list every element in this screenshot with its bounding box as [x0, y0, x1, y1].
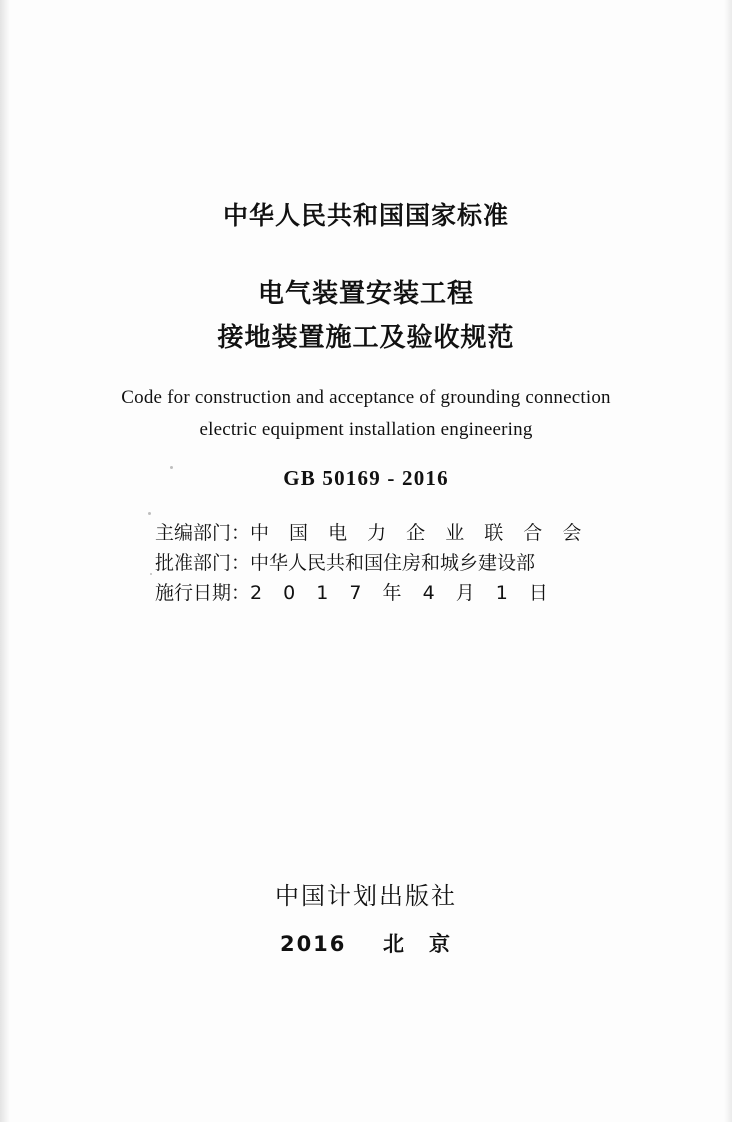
metadata-value: 中华人民共和国住房和城乡建设部: [250, 552, 536, 574]
document-title: [0, 272, 732, 360]
metadata-row-effective-date: [155, 578, 615, 608]
scan-speck: [148, 512, 151, 515]
metadata-label: 施行日期：: [155, 582, 251, 604]
metadata-value: 2 0 1 7 年 4 月 1 日: [250, 582, 556, 604]
metadata-row-chief-department: [155, 518, 615, 548]
standard-code: GB 50169 - 2016: [283, 466, 449, 490]
metadata-label: 批准部门：: [155, 552, 251, 574]
title-line-1: 电气装置安装工程: [257, 279, 474, 309]
metadata-value: 中 国 电 力 企 业 联 合 会: [250, 522, 589, 544]
metadata-label: 主编部门：: [155, 522, 251, 544]
scan-speck: [150, 573, 152, 575]
national-standard-header: 中华人民共和国国家标准: [222, 201, 509, 230]
imprint-year: 2016: [279, 932, 347, 956]
imprint-city: 北 京: [383, 932, 453, 956]
imprint: [0, 928, 732, 958]
metadata-row-approval-department: [155, 548, 615, 578]
english-title: [0, 382, 732, 446]
metadata-block: [155, 518, 615, 608]
title-line-2: 接地装置施工及验收规范: [217, 323, 515, 353]
english-title-line-1: Code for construction and acceptance of grounding connection: [121, 387, 611, 408]
english-title-line-2: electric equipment installation engineering: [199, 419, 533, 440]
publisher-name: 中国计划出版社: [275, 882, 457, 910]
